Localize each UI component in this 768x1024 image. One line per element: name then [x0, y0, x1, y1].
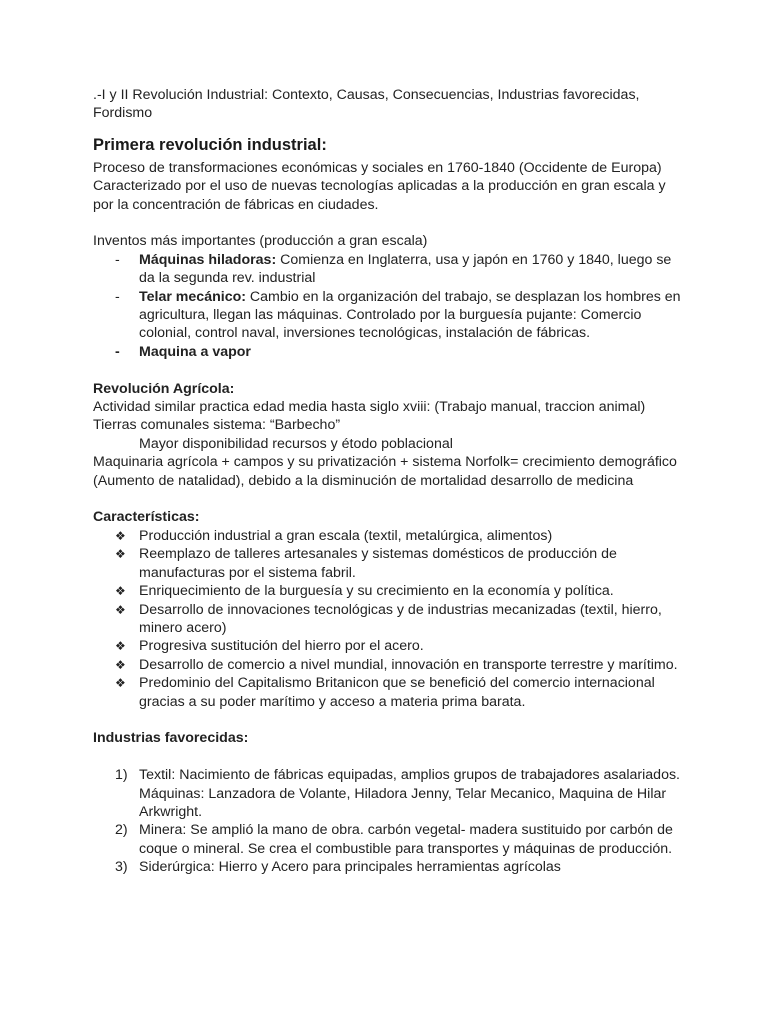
item-number: 3)	[115, 859, 128, 876]
dash-bullet: -	[115, 343, 120, 360]
diamond-bullet-icon: ❖	[115, 602, 126, 617]
diamond-bullet-icon: ❖	[115, 676, 126, 691]
section-paragraph-primera-revolucion: Proceso de transformaciones económicas y sociales en 1760-1840 (Occidente de Europa) Caracterizado por el uso de nuevas tecnologías aplicadas a la producción en gran escala y por la concentración de fábricas en ciudades.	[93, 159, 666, 213]
list-item	[93, 545, 683, 582]
item-text: Producción industrial a gran escala (textil, metalúrgica, alimentos)	[139, 527, 553, 544]
list-item	[93, 601, 683, 638]
agricola-indented-line: Mayor disponibilidad recursos y étodo poblacional	[139, 435, 453, 452]
item-text: Siderúrgica: Hierro y Acero para principales herramientas agrícolas	[139, 859, 561, 876]
spacer	[93, 748, 683, 766]
diamond-bullet-icon: ❖	[115, 584, 126, 599]
document-title: .-I y II Revolución Industrial: Contexto, Causas, Consecuencias, Industrias favorecidas, Fordismo	[93, 87, 640, 122]
item-text: Textil: Nacimiento de fábricas equipadas, amplios grupos de trabajadores asalariados. Máquinas: Lanzadora de Volante, Hiladora Jenny, Telar Mecanico, Maquina de Hilar Arkwright.	[139, 767, 681, 820]
item-term: Máquinas hiladoras:	[139, 251, 277, 268]
item-term: Telar mecánico:	[139, 288, 246, 305]
spacer	[93, 214, 683, 232]
list-item	[93, 343, 683, 361]
spacer	[93, 711, 683, 729]
dash-bullet: -	[115, 251, 120, 268]
list-item	[93, 858, 683, 876]
diamond-bullet-icon: ❖	[115, 528, 126, 543]
item-text: Desarrollo de innovaciones tecnológicas y de industrias mecanizadas (textil, hierro, minero acero)	[139, 601, 662, 636]
item-text: Predominio del Capitalismo Britanicon que se benefició del comercio internacional gracias a su poder marítimo y acceso a materia prima barata.	[139, 675, 655, 710]
diamond-bullet-icon: ❖	[115, 547, 126, 562]
list-item	[93, 288, 683, 343]
item-term: Maquina a vapor	[139, 343, 251, 360]
list-item	[93, 674, 683, 711]
list-item	[93, 637, 683, 655]
diamond-bullet-icon: ❖	[115, 657, 126, 672]
item-text: Desarrollo de comercio a nivel mundial, innovación en transporte terrestre y marítimo.	[139, 656, 678, 673]
section-heading-revolucion-agricola: Revolución Agrícola:	[93, 380, 235, 397]
item-text: Cambio en la organización del trabajo, se desplazan los hombres en agricultura, llegan las máquinas. Controlado por la burguesía pujante: Comercio colonial, control naval, inversiones tecnológicas, instalación de fábricas.	[139, 288, 681, 342]
caracteristicas-list	[93, 527, 683, 711]
industrias-list	[93, 766, 683, 876]
list-item	[93, 582, 683, 600]
item-text: Minera: Se amplió la mano de obra. carbón vegetal- madera sustituido por carbón de coque o mineral. Se crea el combustible para transportes y máquinas de producción.	[139, 822, 673, 857]
dash-bullet: -	[115, 288, 120, 305]
agricola-line: Maquinaria agrícola + campos y su privatización + sistema Norfolk= crecimiento demográfico (Aumento de natalidad), debido a la disminución de mortalidad desarrollo de medicina	[93, 454, 677, 489]
agricola-line: Actividad similar practica edad media hasta siglo xviii: (Trabajo manual, traccion animal)	[93, 399, 646, 416]
item-text: Enriquecimiento de la burguesía y su crecimiento en la economía y política.	[139, 583, 614, 600]
list-item	[93, 527, 683, 545]
inventions-intro: Inventos más importantes (producción a gran escala)	[93, 233, 428, 250]
list-item	[93, 821, 683, 858]
list-item	[93, 656, 683, 674]
diamond-bullet-icon: ❖	[115, 639, 126, 654]
agricola-line: Tierras comunales sistema: “Barbecho”	[93, 417, 341, 434]
spacer	[93, 361, 683, 379]
section-heading-caracteristicas: Características:	[93, 509, 200, 526]
item-text: Reemplazo de talleres artesanales y sistemas domésticos de producción de manufacturas por el sistema fabril.	[139, 546, 617, 581]
spacer	[93, 490, 683, 508]
section-heading-industrias: Industrias favorecidas:	[93, 730, 249, 747]
inventions-list	[93, 251, 683, 361]
section-heading-primera-revolucion: Primera revolución industrial:	[93, 135, 327, 154]
list-item	[93, 766, 683, 821]
item-number: 2)	[115, 822, 128, 839]
item-text: Progresiva sustitución del hierro por el acero.	[139, 638, 424, 655]
item-number: 1)	[115, 767, 128, 784]
document-body	[93, 86, 683, 877]
item-text: Comienza en Inglaterra, usa y japón en 1760 y 1840, luego se da la segunda rev. industrial	[139, 251, 672, 287]
list-item	[93, 251, 683, 288]
